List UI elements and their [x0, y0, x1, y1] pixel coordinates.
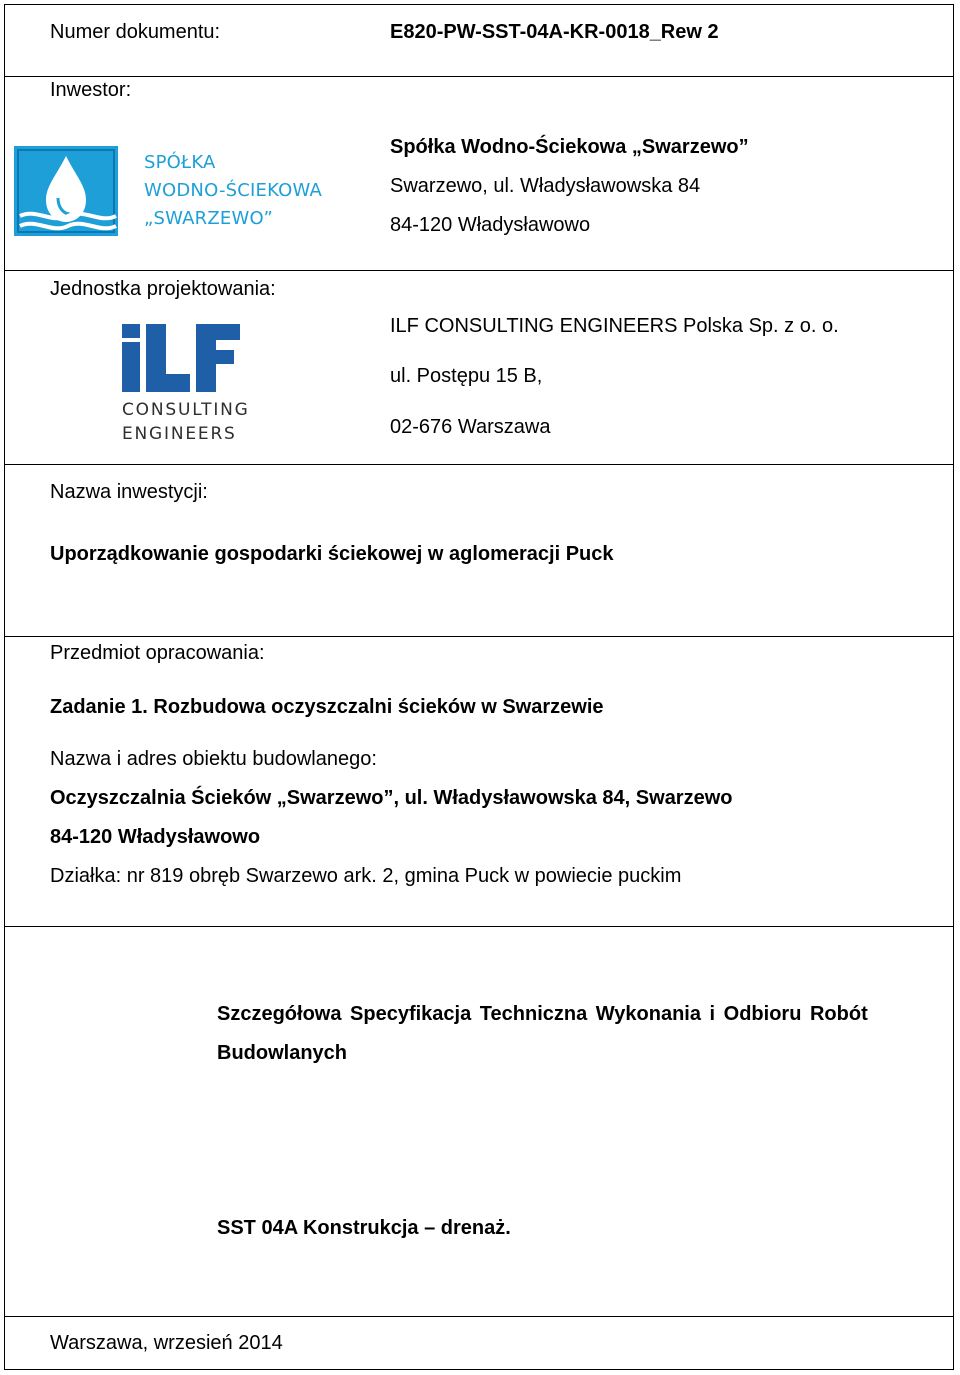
divider	[4, 76, 954, 77]
design-unit-address-line: ul. Postępu 15 B,	[390, 365, 543, 387]
investor-logo-line: „SWARZEWO”	[144, 208, 274, 229]
subject-label: Przedmiot opracowania:	[50, 642, 265, 664]
object-address-line: 84-120 Władysławowo	[50, 826, 261, 848]
place-date: Warszawa, wrzesień 2014	[50, 1332, 283, 1354]
investor-address-line: Swarzewo, ul. Władysławowska 84	[390, 175, 701, 197]
water-drop-icon	[12, 142, 132, 242]
divider	[4, 464, 954, 465]
object-label: Nazwa i adres obiektu budowlanego:	[50, 748, 377, 770]
document-number-value: E820-PW-SST-04A-KR-0018_Rew 2	[390, 21, 719, 43]
design-unit-label: Jednostka projektowania:	[50, 278, 276, 300]
specification-title-line: Budowlanych	[217, 1042, 348, 1064]
ilf-logo-icon	[118, 320, 242, 392]
investment-label: Nazwa inwestycji:	[50, 481, 208, 503]
design-unit-name: ILF CONSULTING ENGINEERS Polska Sp. z o. o.	[390, 315, 839, 337]
investor-address-line: 84-120 Władysławowo	[390, 214, 591, 236]
investor-logo-line: WODNO-ŚCIEKOWA	[144, 180, 323, 201]
subject-task: Zadanie 1. Rozbudowa oczyszczalni ścieków w Swarzewie	[50, 696, 604, 718]
specification-section: SST 04A Konstrukcja – drenaż.	[217, 1217, 511, 1239]
investor-label: Inwestor:	[50, 79, 132, 101]
design-unit-logo-line: ENGINEERS	[122, 424, 237, 444]
design-unit-logo-line: CONSULTING	[122, 400, 250, 420]
divider	[4, 636, 954, 637]
design-unit-address-line: 02-676 Warszawa	[390, 416, 551, 438]
divider	[4, 926, 954, 927]
specification-title-line: Szczegółowa Specyfikacja Techniczna Wykonania i Odbioru Robót	[217, 1003, 868, 1025]
plot-info: Działka: nr 819 obręb Swarzewo ark. 2, gmina Puck w powiecie puckim	[50, 865, 682, 887]
investor-logo-line: SPÓŁKA	[144, 152, 216, 173]
design-unit-logo	[118, 320, 250, 450]
divider	[4, 1316, 954, 1317]
investor-logo	[12, 142, 332, 242]
investor-name: Spółka Wodno-Ściekowa „Swarzewo”	[390, 136, 749, 158]
investment-name: Uporządkowanie gospodarki ściekowej w aglomeracji Puck	[50, 543, 614, 565]
document-number-label: Numer dokumentu:	[50, 21, 221, 43]
divider	[4, 270, 954, 271]
object-address-line: Oczyszczalnia Ścieków „Swarzewo”, ul. Władysławowska 84, Swarzewo	[50, 787, 733, 809]
